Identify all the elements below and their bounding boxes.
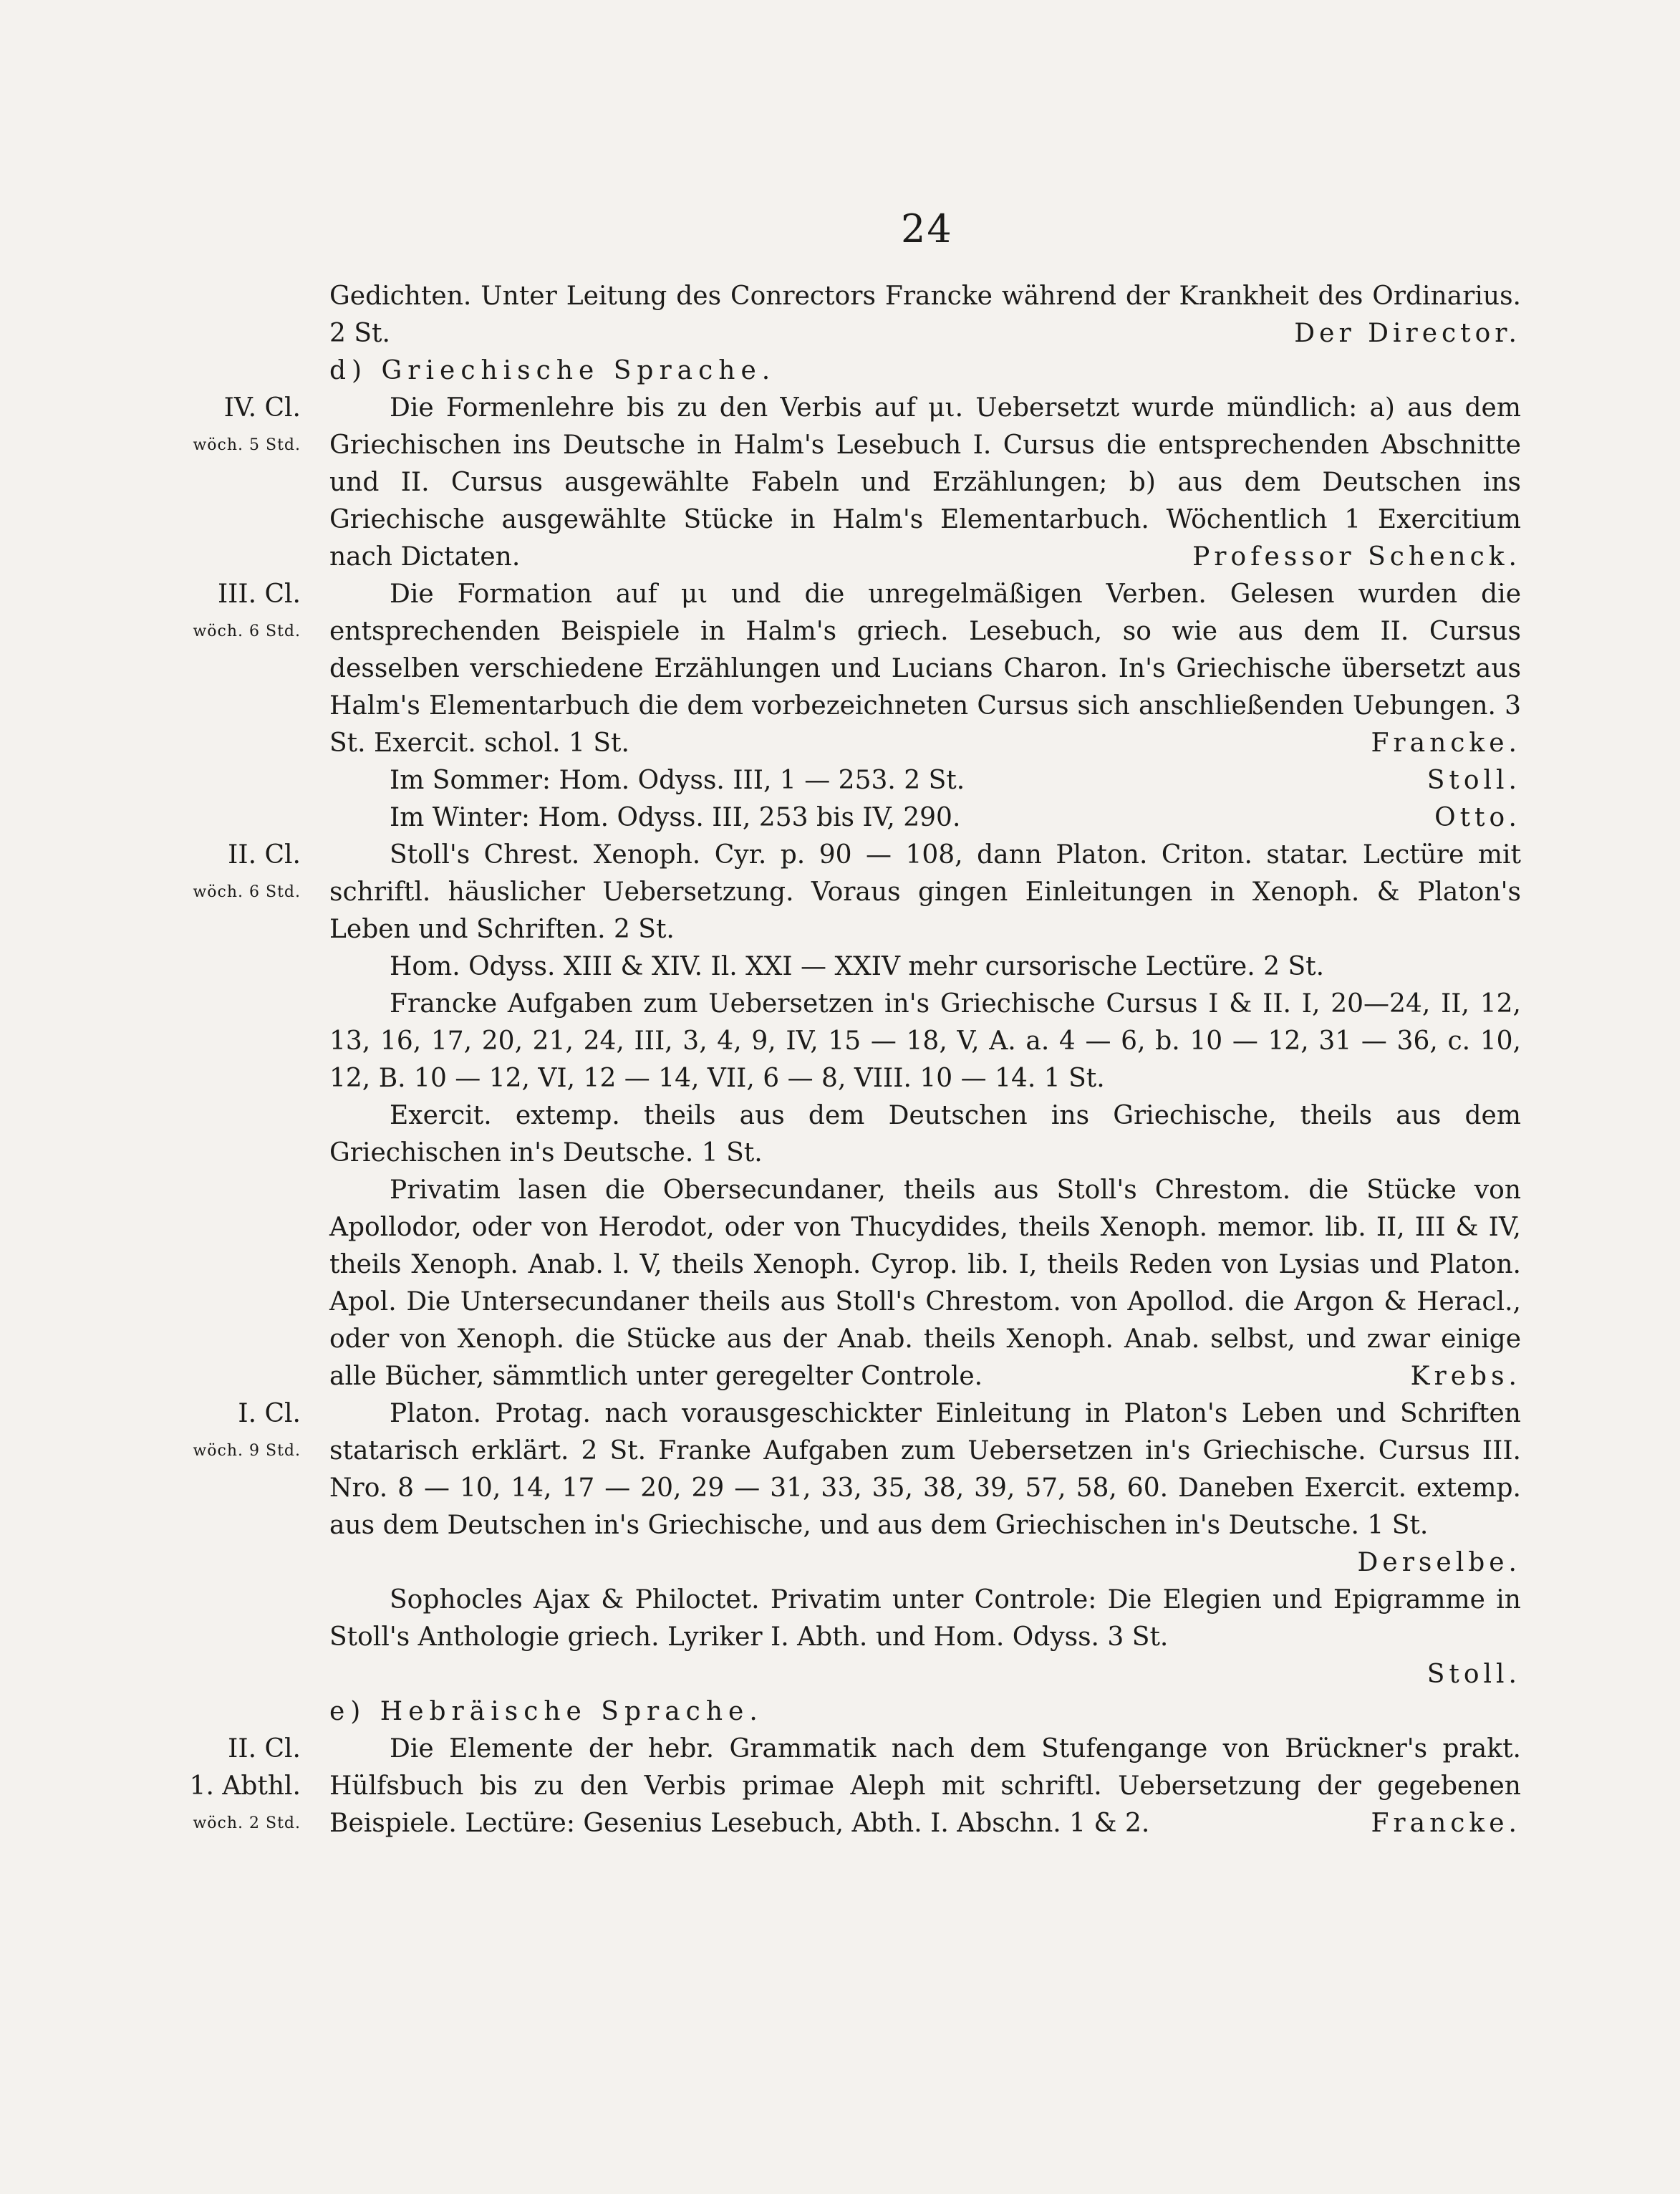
class-ii-para-1: Stoll's Chrest. Xenoph. Cyr. p. 90 — 108, dann Platon. Criton. statar. Lectüre mit schriftl. häuslicher Uebersetzung. Voraus gingen Einleitungen in Xenoph. & Platon's Leben und Schriften. 2 St.	[329, 840, 1521, 944]
class-hours: wöch. 9 Std.	[193, 1442, 301, 1460]
teacher-signature: Francke.	[1371, 728, 1521, 758]
teacher-signature: Krebs.	[1410, 1362, 1521, 1391]
class-ii-para-4: Exercit. extemp. theils aus dem Deutschen ins Griechische, theils aus dem Griechischen in's Deutsche. 1 St.	[329, 1101, 1521, 1168]
paragraph-text: Privatim lasen die Obersecundaner, theils aus Stoll's Chrestom. die Stücke von Apollodor, oder von Herodot, oder von Thucydides, theils Xenoph. memor. lib. II, III & IV, theils Xenoph. Anab. l. V, theils Xenoph. Cyrop. lib. I, theils Reden von Lysias und Platon. Apol. Die Untersecundaner theils aus Stoll's Chrestom. von Apollod. die Argon & Heracl., oder von Xenoph. die Stücke aus der Anab. theils Xenoph. Anab. selbst, und zwar einige alle Bücher, sämmtlich unter geregelter Controle.	[329, 1175, 1521, 1391]
class-hours: wöch. 2 Std.	[193, 1814, 301, 1832]
intro-signature: Der Director.	[1294, 319, 1521, 348]
teacher-signature: Derselbe.	[1357, 1548, 1521, 1577]
class-ii-para-3: Francke Aufgaben zum Uebersetzen in's Griechische Cursus I & II. I, 20—24, II, 12, 13, 16, 17, 20, 21, 24, III, 3, 4, 9, IV, 15 — 18, V, A. a. 4 — 6, b. 10 — 12, 31 — 36, c. 10, 12, B. 10 — 12, VI, 12 — 14, VII, 6 — 8, VIII. 10 — 14. 1 St.	[329, 989, 1521, 1093]
paragraph-text: Die Formation auf μι und die unregelmäßigen Verben. Gelesen wurden die entsprechenden Beispiele in Halm's griech. Lesebuch, so wie aus dem II. Cursus desselben verschiedene Erzählungen und Lucians Charon. In's Griechische übersetzt aus Halm's Elementarbuch die dem vorbezeichneten Cursus sich anschließenden Uebungen. 3 St. Exercit. schol. 1 St.	[329, 579, 1521, 758]
class-iii-text	[329, 576, 1521, 762]
class-iii-block	[193, 576, 1521, 837]
class-label	[115, 576, 301, 650]
teacher-signature: Stoll.	[1426, 1660, 1521, 1689]
winter-text: Im Winter: Hom. Odyss. III, 253 bis IV, 290.	[390, 803, 961, 832]
class-hours: wöch. 6 Std.	[193, 622, 301, 640]
summer-line	[329, 762, 1521, 799]
intro-text: Gedichten. Unter Leitung des Conrectors Francke während der Krankheit des Ordinarius. 2 St.	[329, 282, 1521, 348]
winter-signature: Otto.	[1434, 803, 1521, 832]
class-label	[115, 1731, 301, 1842]
class-i-block	[193, 1395, 1521, 1689]
class-iv-block	[193, 390, 1521, 576]
paragraph-text: Die Elemente der hebr. Grammatik nach dem Stufengange von Brückner's prakt. Hülfsbuch bis zu den Verbis primae Aleph mit schriftl. Uebersetzung der gegebenen Beispiele. Lectüre: Gesenius Lesebuch, Abth. I. Abschn. 1 & 2.	[329, 1734, 1521, 1838]
class-i-para-1	[329, 1395, 1521, 1582]
winter-line	[329, 799, 1521, 837]
intro-paragraph	[329, 278, 1521, 352]
class-name: II. Cl.	[228, 1734, 301, 1764]
summer-signature: Stoll.	[1426, 766, 1521, 795]
paragraph-text: Platon. Protag. nach vorausgeschickter Einleitung in Platon's Leben und Schriften statarisch erklärt. 2 St. Franke Aufgaben zum Uebersetzen in's Griechische. Cursus III. Nro. 8 — 10, 14, 17 — 20, 29 — 31, 33, 35, 38, 39, 57, 58, 60. Daneben Exercit. extemp. aus dem Deutschen in's Griechische, und aus dem Griechischen in's Deutsche. 1 St.	[329, 1399, 1521, 1540]
class-label	[115, 390, 301, 464]
hebrew-class-ii-text	[329, 1731, 1521, 1842]
class-ii-para-2: Hom. Odyss. XIII & XIV. Il. XXI — XXIV mehr cursorische Lectüre. 2 St.	[390, 952, 1325, 981]
class-name: I. Cl.	[238, 1399, 301, 1428]
summer-text: Im Sommer: Hom. Odyss. III, 1 — 253. 2 St.	[390, 766, 965, 795]
class-name: IV. Cl.	[223, 393, 301, 423]
class-ii-block	[193, 837, 1521, 1395]
class-ii-para-5	[329, 1172, 1521, 1395]
class-hours: wöch. 5 Std.	[193, 436, 301, 454]
class-i-para-2: Sophocles Ajax & Philoctet. Privatim unter Controle: Die Elegien und Epigramme in Stoll's Anthologie griech. Lyriker I. Abth. und Hom. Odyss. 3 St.	[329, 1585, 1521, 1652]
greek-section-heading: d) Griechische Sprache.	[329, 356, 776, 385]
class-iv-text	[329, 390, 1521, 576]
teacher-signature: Francke.	[1371, 1809, 1521, 1838]
class-name: II. Cl.	[228, 840, 301, 870]
class-hours: wöch. 6 Std.	[193, 883, 301, 901]
hebrew-class-ii-block	[189, 1731, 1521, 1842]
class-name: III. Cl.	[217, 579, 301, 609]
class-label	[115, 1395, 301, 1470]
class-division: 1. Abthl.	[189, 1771, 301, 1801]
page-number: 24	[901, 206, 953, 251]
class-label	[115, 837, 301, 911]
teacher-signature: Professor Schenck.	[1192, 542, 1521, 572]
page-body	[189, 278, 1521, 1842]
paragraph-text: Die Formenlehre bis zu den Verbis auf μι. Uebersetzt wurde mündlich: a) aus dem Griechischen ins Deutsche in Halm's Lesebuch I. Cursus die entsprechenden Abschnitte und II. Cursus ausgewählte Fabeln und Erzählungen; b) aus dem Deutschen ins Griechische ausgewählte Stücke in Halm's Elementarbuch. Wöchentlich 1 Exercitium nach Dictaten.	[329, 393, 1521, 572]
hebrew-section-heading: e) Hebräische Sprache.	[329, 1697, 763, 1726]
